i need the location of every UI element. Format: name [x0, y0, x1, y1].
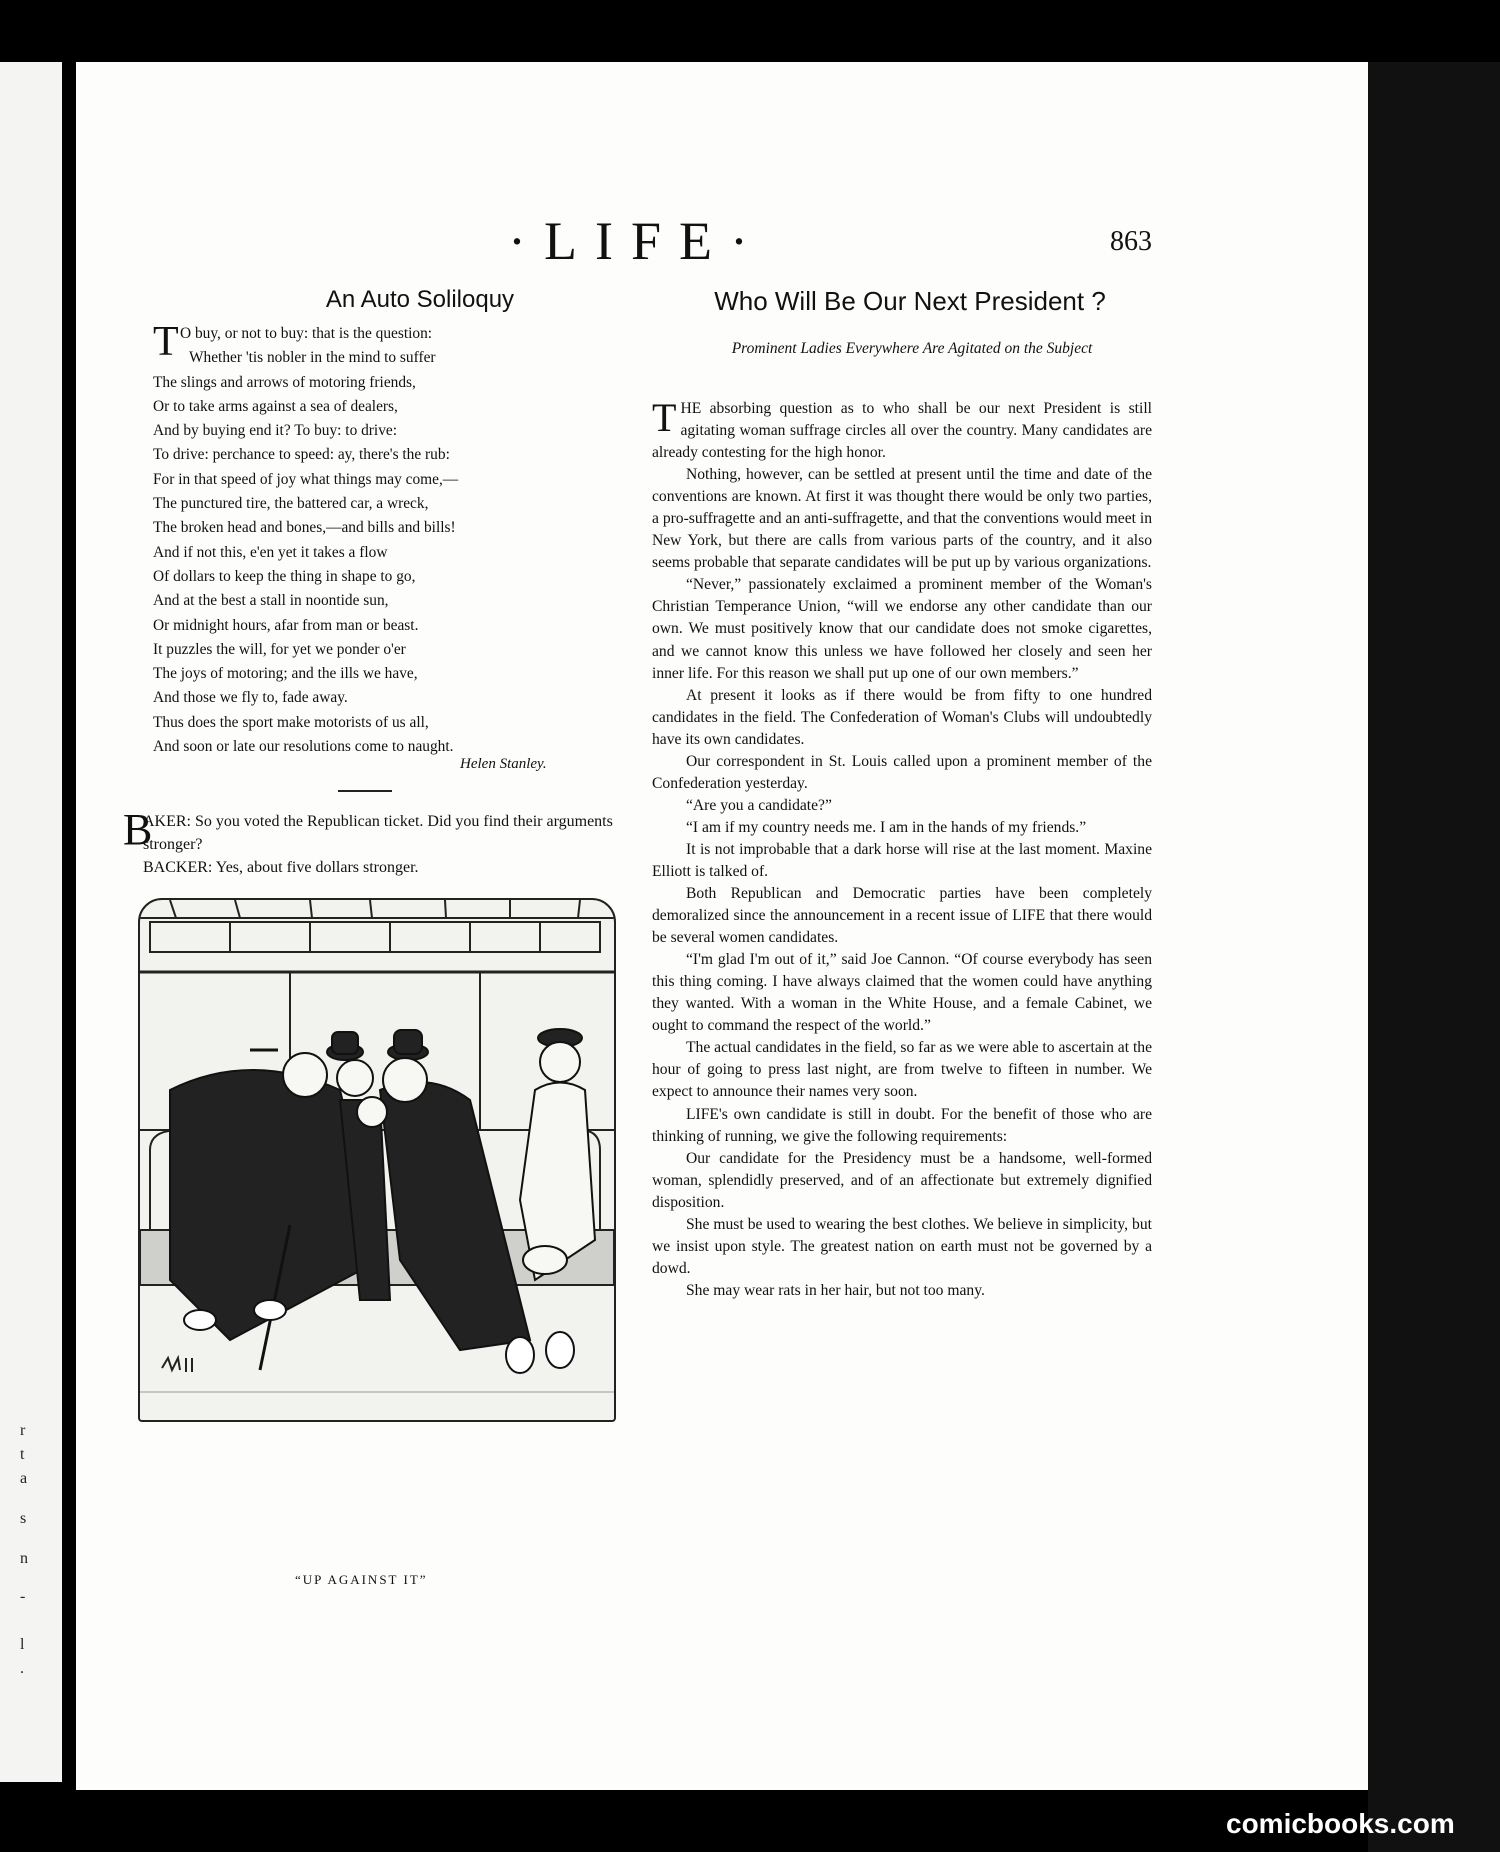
poem-line: The slings and arrows of motoring friends,: [153, 373, 416, 391]
article-paragraph: “Are you a candidate?”: [686, 796, 832, 814]
advertising-cards: [150, 922, 600, 952]
article-paragraph: “I am if my country needs me. I am in the hands of my friends.”: [686, 818, 1087, 836]
poem-title: An Auto Soliloquy: [325, 286, 515, 313]
poem-line: The punctured tire, the battered car, a wreck,: [153, 495, 429, 513]
artist-signature: [162, 1358, 192, 1372]
article-title: Who Will Be Our Next President ?: [714, 286, 1106, 316]
article-body: [652, 395, 1152, 1302]
article-paragraph: Both Republican and Democratic parties have been completely demoralized since the announcement in a recent issue of LIFE that there would be several women candidates.: [652, 885, 1152, 947]
article-paragraph: THE absorbing question as to who shall be our next President is still agitating woman suffrage circles all over the country. Many candidates are already contesting for the high honor.: [652, 395, 1152, 462]
article-paragraph: She must be used to wearing the best clothes. We believe in simplicity, but we insist upon style. The greatest nation on earth must not be governed by a dowd.: [652, 1215, 1152, 1277]
page-number: 863: [1110, 226, 1152, 257]
poem-line: Or midnight hours, afar from man or beast.: [153, 616, 419, 634]
joke-line-2: [123, 856, 618, 879]
poem-line: And soon or late our resolutions come to naught.: [153, 738, 454, 756]
joke-line-1: [123, 805, 618, 856]
left-page-fragment: l: [20, 1636, 25, 1653]
article-paragraph: LIFE's own candidate is still in doubt. For the benefit of those who are thinking of running, we give the following requirements:: [652, 1105, 1152, 1145]
poem-line: For in that speed of joy what things may come,—: [153, 470, 459, 488]
article-subtitle: Prominent Ladies Everywhere Are Agitated on the Subject: [731, 340, 1093, 357]
left-page-fragment: s: [20, 1510, 27, 1527]
article-paragraph: Our correspondent in St. Louis called upon a prominent member of the Confederation yesterday.: [652, 752, 1152, 792]
article-drop-cap: T: [652, 395, 677, 440]
poem-line: To drive: perchance to speed: ay, there's the rub:: [153, 446, 450, 464]
scan-background-right: [1368, 62, 1500, 1852]
cartoon-illustration: [138, 898, 616, 1422]
left-page-fragment: -: [20, 1588, 26, 1605]
article-paragraph: Our candidate for the Presidency must be a handsome, well-formed woman, splendidly preserved, and of an affectionate but extremely dignified disposition.: [652, 1149, 1152, 1211]
joke-text: Yes, about five dollars stronger.: [215, 859, 419, 876]
watermark: comicbooks.com: [1226, 1808, 1455, 1839]
left-page-fragment: a: [20, 1470, 28, 1487]
face: [283, 1053, 327, 1097]
left-page-fragment: t: [20, 1446, 25, 1463]
poem-line: And if not this, e'en yet it takes a flow: [153, 543, 388, 561]
poem-line: And at the best a stall in noontide sun,: [153, 592, 389, 610]
article-paragraph: “Never,” passionately exclaimed a prominent member of the Woman's Christian Temperance Union, “will we endorse any other candidate than our own. We must positively know that our candidate does not smoke cigarettes, and we cannot know this unless we have followed her closely and seen her inner life. For this reason we shall put up one of our own members.”: [652, 576, 1152, 682]
poem-line: And those we fly to, fade away.: [153, 689, 348, 707]
joke-text: So you voted the Republican ticket. Did you find their arguments stronger?: [143, 813, 613, 853]
poem-line: It puzzles the will, for yet we ponder o'er: [153, 640, 406, 658]
left-page-fragment: n: [20, 1550, 28, 1567]
poem-line: Thus does the sport make motorists of us all,: [153, 713, 429, 731]
cartoon-drawing: [140, 900, 614, 1420]
section-divider: [338, 790, 392, 792]
left-page-fragment: .: [20, 1660, 24, 1677]
poem-line: Whether 'tis nobler in the mind to suffer: [189, 349, 436, 367]
poem-line: The joys of motoring; and the ills we have,: [153, 665, 418, 683]
joke-dialogue: [123, 805, 618, 879]
poem-author: Helen Stanley.: [460, 756, 547, 772]
poem-line: And by buying end it? To buy: to drive:: [153, 422, 398, 440]
article-paragraph: It is not improbable that a dark horse will rise at the last moment. Maxine Elliott is talked of.: [652, 840, 1152, 880]
poem-line: O buy, or not to buy: that is the question:: [180, 325, 433, 342]
masthead-title: ·LIFE·: [508, 211, 766, 271]
article-paragraph: At present it looks as if there would be from fifty to one hundred candidates in the field. The Confederation of Woman's Clubs will undoubtedly have its own candidates.: [652, 686, 1152, 748]
article-paragraph: She may wear rats in her hair, but not too many.: [686, 1281, 985, 1299]
passenger-stout: [380, 1082, 530, 1350]
poem-line: Or to take arms against a sea of dealers,: [153, 397, 398, 415]
article-paragraph: The actual candidates in the field, so far as we were able to ascertain at the hour of going to press last night, are from twelve to fifteen in number. We expect to announce their names very soon.: [652, 1039, 1152, 1101]
article-paragraph: Nothing, however, can be settled at present until the time and date of the conventions are known. At first it was thought there would be only two parties, a pro-suffragette and an anti-suffragette, and that the conventions would meet in New York, but there are calls from various parts of the country, and it also seems probable that separate candidates will be put up by various organizations.: [652, 466, 1152, 572]
poem-line: Of dollars to keep the thing in shape to go,: [153, 567, 416, 585]
poem-body: [153, 319, 593, 759]
joke-speaker: BACKER:: [143, 859, 213, 876]
shoe: [506, 1337, 534, 1373]
poem-line: The broken head and bones,—and bills and bills!: [153, 519, 456, 537]
poem-drop-cap: T: [153, 319, 179, 365]
article-paragraph: “I'm glad I'm out of it,” said Joe Cannon. “Of course everybody has seen this thing coming. I have always claimed that the women could have anything they wanted. With a woman in the White House, and a female Cabinet, we ought to command the respect of the world.”: [652, 951, 1152, 1035]
cartoon-caption: “UP AGAINST IT”: [295, 1572, 428, 1587]
left-page-edge: [0, 62, 62, 1782]
joke-drop-cap: B: [123, 805, 153, 854]
left-page-fragment: r: [20, 1422, 26, 1439]
joke-speaker: AKER:: [143, 813, 191, 830]
